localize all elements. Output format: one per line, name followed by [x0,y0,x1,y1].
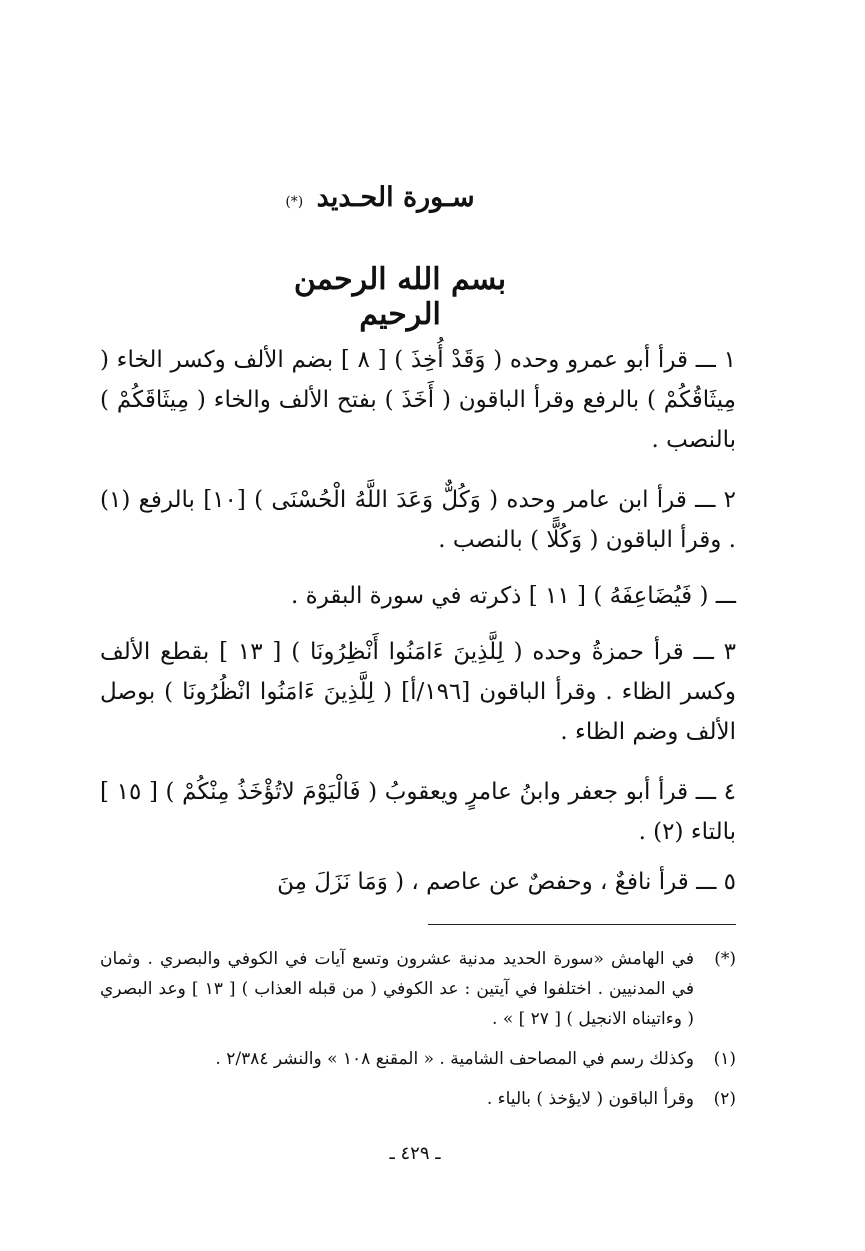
footnote-separator [428,924,736,925]
page-number: ـ ٤٢٩ ـ [389,1143,441,1164]
paragraph-3: ـــ ( فَيُضَاعِفَهُ ) [ ١١ ] ذكرته في سورة البقرة . [291,583,736,609]
footnote-text: في الهامش «سورة الحديد مدنية عشرون وتسع آيات في الكوفي والبصري . وثمان في المدنيين . اختلفوا في آيتين : عد الكوفي ( من قبله العذاب ) [ ١٣ ] وعد البصري ( وءاتيناه الانجيل ) [ ٢٧ ] » . [100,949,695,1029]
footnote-1 [100,1044,736,1074]
paragraph-1: ١ ـــ قرأ أبو عمرو وحده ( وَقَدْ أُخِذَ ) [ ٨ ] بضم الألف وكسر الخاء ( مِيثَاقُكُمْ ) بالرفع وقرأ الباقون ( أَخَذَ ) بفتح الألف والخاء ( مِيثَاقَكُمْ ) بالنصب . [100,347,736,453]
paragraph-5: ٤ ـــ قرأ أبو جعفر وابنُ عامرٍ ويعقوبُ ( فَالْيَوْمَ لاتُؤْخَذُ مِنْكُمْ ) [ ١٥ ] بالتاء (٢) . [100,779,736,845]
surah-title-text: سـورة الحـديد [316,182,475,213]
footnote-star [100,944,736,1034]
basmala: بسم الله الرحمن الرحيم [293,262,507,332]
footnote-marker: (٢) [713,1089,736,1109]
surah-title-footnote-mark: (*) [285,194,304,210]
footnote-marker: (١) [713,1049,736,1069]
footnote-text: وقرأ الباقون ( لايؤخذ ) بالياء . [486,1089,694,1109]
footnote-text: وكذلك رسم في المصاحف الشامية . « المقنع ١٠٨ » والنشر ٢/٣٨٤ . [215,1049,694,1069]
surah-title [250,182,510,213]
paragraph-2: ٢ ـــ قرأ ابن عامر وحده ( وَكُلٌّ وَعَدَ اللَّهُ الْحُسْنَى ) [١٠] بالرفع (١) . وقرأ الباقون ( وَكُلًّا ) بالنصب . [100,487,736,553]
paragraph-6: ٥ ـــ قرأ نافعٌ ، وحفصٌ عن عاصم ، ( وَمَا نَزَلَ مِنَ [277,869,736,895]
paragraph-4: ٣ ـــ قرأ حمزةُ وحده ( لِلَّذِينَ ءَامَنُوا أَنْظِرُونَا ) [ ١٣ ] بقطع الألف وكسر الظاء . وقرأ الباقون [١٩٦/أ] ( لِلَّذِينَ ءَامَنُوا انْظُرُونَا ) بوصل الألف وضم الظاء . [100,639,736,745]
footnote-marker: (*) [714,949,736,969]
footnote-2 [100,1084,736,1114]
